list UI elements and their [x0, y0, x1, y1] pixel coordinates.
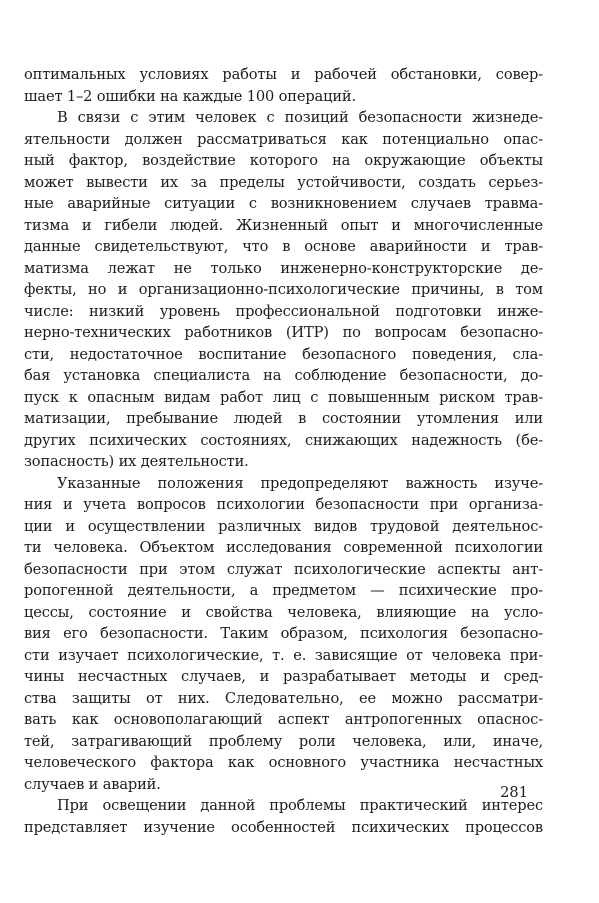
text-line: цессы, состояние и свойства человека, влияющие на усло- [24, 603, 543, 621]
text-line: человеческого фактора как основного участника несчастных [24, 754, 543, 771]
text-line: Указанные положения предопределяют важность изуче- [57, 474, 543, 492]
text-line: представляет изучение особенностей психических процессов [24, 818, 543, 836]
text-line: безопасности при этом служат психологические аспекты ант- [24, 560, 543, 578]
paragraph [24, 107, 543, 473]
text-line: шает 1–2 ошибки на каждые 100 операций. [24, 87, 356, 105]
text-line: ции и осуществлении различных видов трудовой деятельнос- [24, 517, 543, 535]
text-line: зопасность) их деятельности. [24, 453, 249, 470]
text-line: вать как основополагающий аспект антропогенных опаснос- [24, 711, 543, 728]
text-line: тизма и гибели людей. Жизненный опыт и многочисленные [24, 216, 543, 234]
text-line: При освещении данной проблемы практический интерес [57, 797, 543, 814]
text-line: матизации, пребывание людей в состоянии утомления или [24, 410, 543, 427]
paragraph [24, 795, 543, 838]
text-line: бая установка специалиста на соблюдение безопасности, до- [24, 367, 543, 384]
text-line: сти, недостаточное воспитание безопасного поведения, сла- [24, 345, 543, 363]
text-line: пуск к опасным видам работ лиц с повышенным риском трав- [24, 388, 543, 406]
text-line: тей, затрагивающий проблему роли человека, или, иначе, [24, 732, 543, 750]
paragraph [24, 64, 543, 107]
text-line: матизма лежат не только инженерно-конструкторские де- [24, 259, 543, 277]
text-line: ства защиты от них. Следовательно, ее можно рассматри- [24, 689, 543, 707]
text-line: ния и учета вопросов психологии безопасности при организа- [24, 496, 543, 513]
page-body [24, 64, 543, 838]
text-line: ятельности должен рассматриваться как потенциально опас- [24, 130, 543, 148]
text-line: сти изучает психологические, т. е. зависящие от человека при- [24, 646, 543, 664]
text-line: ные аварийные ситуации с возникновением случаев травма- [24, 195, 543, 212]
text-line: числе: низкий уровень профессиональной подготовки инже- [24, 302, 543, 320]
text-line: ный фактор, воздействие которого на окружающие объекты [24, 152, 543, 169]
paragraph [24, 473, 543, 796]
text-line: ти человека. Объектом исследования современной психологии [24, 539, 543, 556]
text-line: случаев и аварий. [24, 775, 161, 793]
text-line: нерно-технических работников (ИТР) по вопросам безопасно- [24, 324, 543, 341]
text-line: фекты, но и организационно-психологические причины, в том [24, 281, 543, 298]
text-line: чины несчастных случаев, и разрабатывает методы и сред- [24, 668, 543, 685]
text-line: данные свидетельствуют, что в основе аварийности и трав- [24, 238, 543, 255]
text-line: других психических состояниях, снижающих надежность (бе- [24, 431, 543, 449]
text-line: В связи с этим человек с позиций безопасности жизнеде- [57, 109, 543, 126]
text-line: ропогенной деятельности, а предметом — психические про- [24, 582, 543, 599]
text-line: вия его безопасности. Таким образом, психология безопасно- [24, 625, 543, 642]
page-number: 281 [500, 784, 528, 801]
text-line: может вывести их за пределы устойчивости, создать серьез- [24, 173, 543, 191]
text-line: оптимальных условиях работы и рабочей обстановки, совер- [24, 66, 543, 83]
